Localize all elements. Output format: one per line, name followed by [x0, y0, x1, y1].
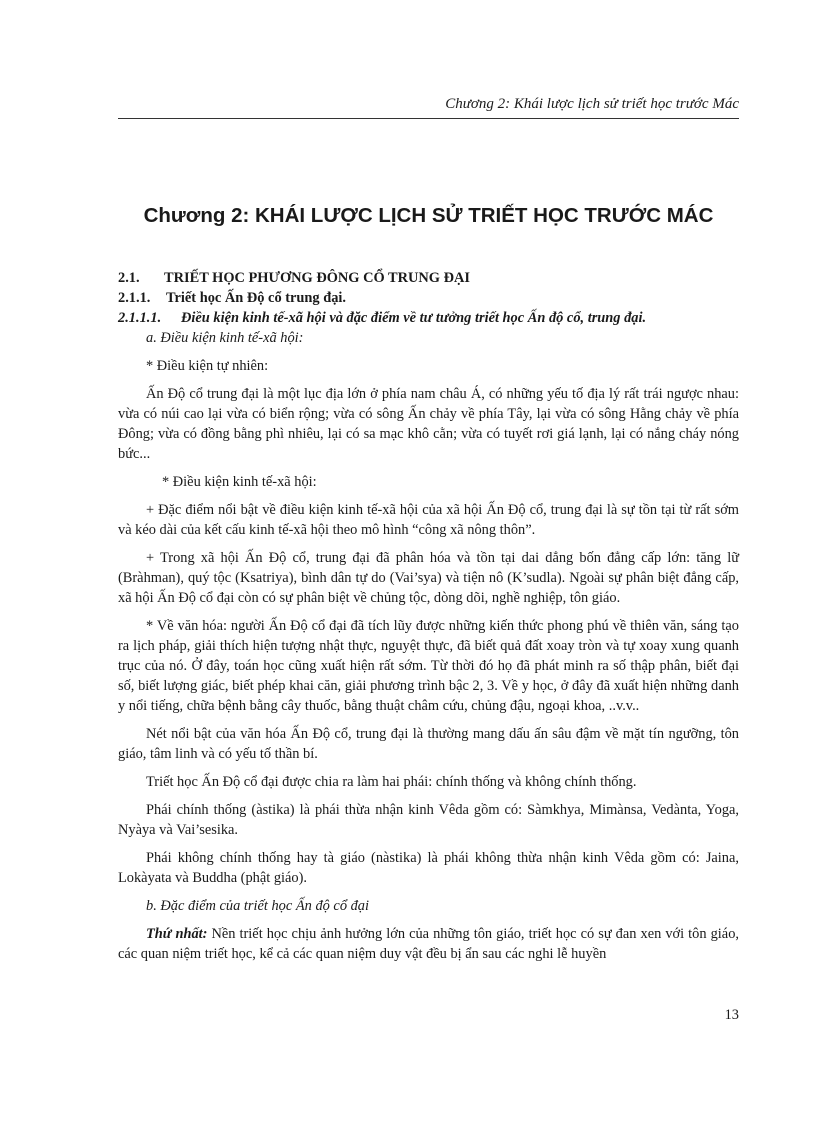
subheading-a: a. Điều kiện kinh tế-xã hội:	[146, 330, 304, 346]
running-header: Chương 2: Khái lược lịch sử triết học trước Mác	[445, 96, 739, 112]
schools-paragraph: Triết học Ấn Độ cổ đại được chia ra làm hai phái: chính thống và không chính thống.	[146, 774, 637, 790]
section-number: 2.1.	[118, 270, 140, 286]
natural-paragraph: Ấn Độ cổ trung đại là một lục địa lớn ở phía nam châu Á, có những yếu tố địa lý rất trái ngược nhau: vừa có núi cao lại vừa có biển rộng; vừa có sông Ấn chảy về phía Tây, lại vừa có sông Hằng chảy về phía Đông; vừa có đồng bằng phì nhiêu, lại có sa mạc khô cằn; vừa có tuyết rơi giá lạnh, lại có nắng cháy nóng bức...	[118, 386, 739, 462]
section-number: 2.1.1.	[118, 290, 151, 306]
section-title: Triết học Ấn Độ cổ trung đại.	[166, 290, 347, 306]
socio-heading: * Điều kiện kinh tế-xã hội:	[162, 474, 317, 490]
first-feature-text: Nền triết học chịu ảnh hưởng lớn của những tôn giáo, triết học có sự đan xen với tôn giáo, các quan niệm triết học, kể cả các quan niệm duy vật đều bị ẩn sau các nghi lễ huyền	[118, 926, 739, 962]
section-number: 2.1.1.1.	[118, 310, 162, 326]
natural-heading: * Điều kiện tự nhiên:	[146, 358, 269, 374]
socio-paragraph-1: + Đặc điểm nổi bật về điều kiện kinh tế-xã hội của xã hội Ấn Độ cổ, trung đại là sự tồn tại từ rất sớm và kéo dài của kết cấu kinh tế-xã hội theo mô hình “công xã nông thôn”.	[118, 502, 739, 538]
section-title: Điều kiện kinh tế-xã hội và đặc điểm về tư tưởng triết học Ấn độ cổ, trung đại.	[181, 310, 647, 326]
section-heading-2-1-1-1	[118, 308, 739, 328]
orthodox-paragraph: Phái chính thống (àstika) là phái thừa nhận kinh Vêda gồm có: Sàmkhya, Mimànsa, Vedànta, Yoga, Nyàya và Vai’sesika.	[118, 802, 739, 838]
section-heading-2-1-1	[118, 288, 739, 308]
heterodox-paragraph: Phái không chính thống hay tà giáo (nàstika) là phái không thừa nhận kinh Vêda gồm có: Jaina, Lokàyata và Buddha (phật giáo).	[118, 850, 739, 886]
culture-paragraph: * Về văn hóa: người Ấn Độ cổ đại đã tích lũy được những kiến thức phong phú về thiên văn, sáng tạo ra lịch pháp, giải thích hiện tượng nhật thực, nguyệt thực, đã biết quả đất xoay tròn và tự xoay xung quanh trục của nó. Ở đây, toán học cũng xuất hiện rất sớm. Từ thời đó họ đã phát minh ra số thập phân, biết đại số, biết lượng giác, biết phép khai căn, giải phương trình bậc 2, 3. Về y học, ở đây đã xuất hiện những danh y nổi tiếng, chữa bệnh bằng cây thuốc, bằng thuật châm cứu, chủng đậu, ngoại khoa, ..v.v..	[118, 618, 739, 714]
page-number: 13	[724, 1007, 739, 1023]
religion-paragraph: Nét nổi bật của văn hóa Ấn Độ cổ, trung đại là thường mang dấu ấn sâu đậm về mặt tín ngưỡng, tôn giáo, tâm linh và có yếu tố thần bí.	[118, 726, 739, 762]
chapter-title: Chương 2: KHÁI LƯỢC LỊCH SỬ TRIẾT HỌC TRƯỚC MÁC	[143, 204, 714, 227]
header-rule	[118, 118, 739, 119]
first-feature-label: Thứ nhất:	[146, 926, 208, 942]
subheading-b: b. Đặc điểm của triết học Ấn độ cổ đại	[146, 898, 370, 914]
socio-paragraph-2: + Trong xã hội Ấn Độ cổ, trung đại đã phân hóa và tồn tại dai dẳng bốn đẳng cấp lớn: tăng lữ (Bràhman), quý tộc (Ksatriya), bình dân tự do (Vai’sya) và tiện nô (K’sudla). Ngoài sự phân biệt đẳng cấp, xã hội Ấn Độ cổ đại còn có sự phân biệt về chủng tộc, dòng dõi, nghề nghiệp, tôn giáo.	[118, 550, 739, 606]
first-feature-paragraph	[118, 924, 739, 964]
section-title: TRIẾT HỌC PHƯƠNG ĐÔNG CỔ TRUNG ĐẠI	[164, 270, 470, 286]
page-content	[118, 268, 739, 972]
section-heading-2-1	[118, 268, 739, 288]
